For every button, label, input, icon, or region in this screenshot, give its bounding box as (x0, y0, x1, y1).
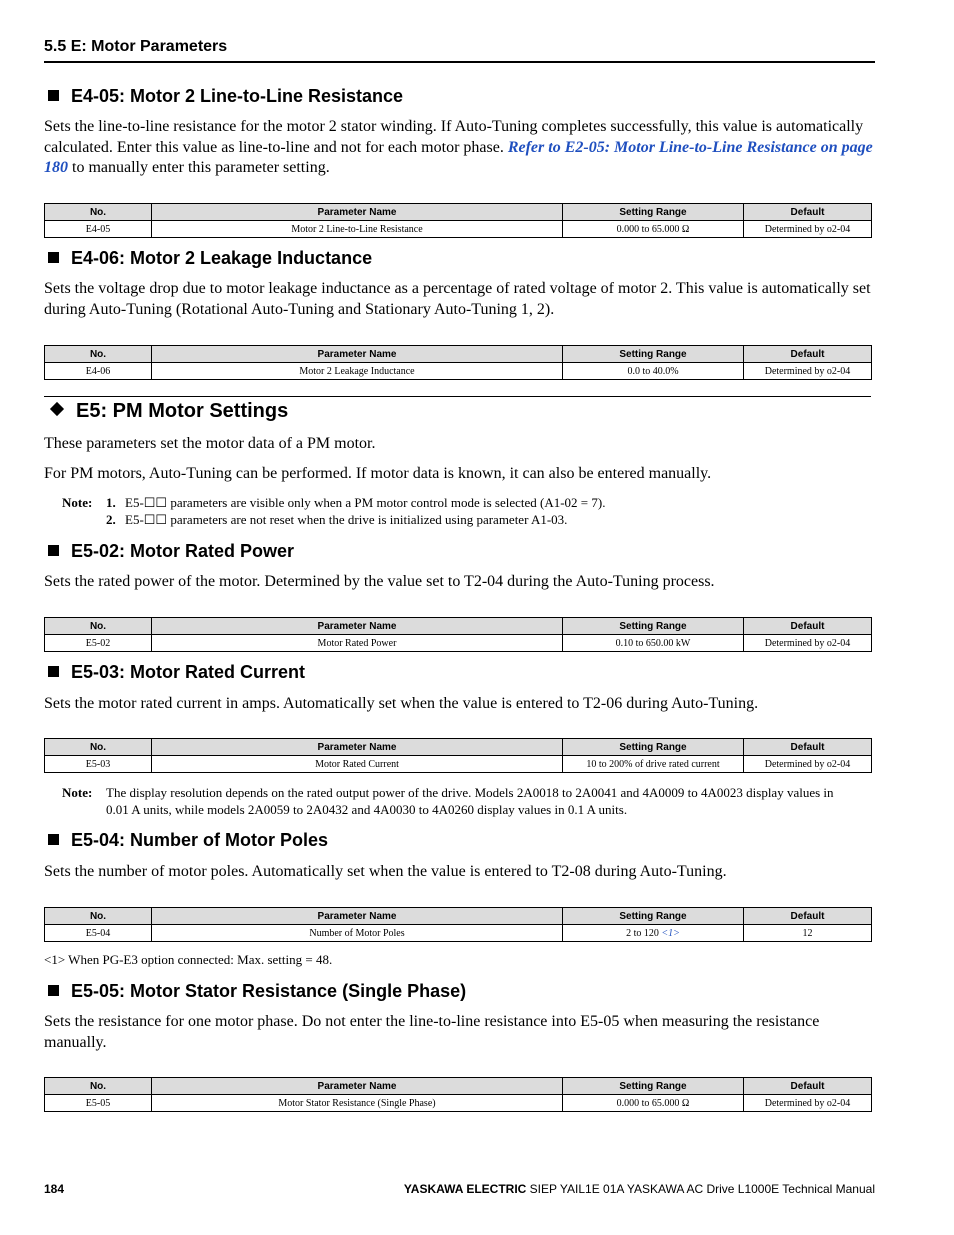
body-e5-05: Sets the resistance for one motor phase. Do not enter the line-to-line resistance into E5-05 when measuring the resistance manually. (44, 1013, 820, 1051)
footnote: <1> When PG-E3 option connected: Max. setting = 48. (44, 952, 333, 967)
param-table-e4-06: No. Parameter Name Setting Range Default E4-06 Motor 2 Leakage Inductance 0.0 to 40.0% Determined by o2-04 (44, 345, 872, 380)
square-bullet-icon (48, 545, 59, 556)
table-row: E5-03 Motor Rated Current 10 to 200% of drive rated current Determined by o2-04 (45, 756, 872, 773)
footer-manual: YASKAWA ELECTRIC SIEP YAIL1E 01A YASKAWA AC Drive L1000E Technical Manual (403, 1182, 875, 1196)
footnote-ref-link[interactable]: <1> (661, 927, 680, 939)
square-bullet-icon (48, 666, 59, 677)
cross-reference-link[interactable]: Refer to E2-05: Motor Line-to-Line Resistance on page 180 (44, 138, 873, 176)
page-header (44, 37, 875, 63)
heading-e5-02: E5-02: Motor Rated Power (44, 541, 875, 561)
table-row: E5-04 Number of Motor Poles 2 to 120 <1> 12 (45, 925, 872, 942)
e5-03-note: Note: The display resolution depends on the rated output power of the drive. Models 2A0018 to 2A0041 and 4A0009 to 4A0023 display values in 0.01 A units, while models 2A0059 to 2A0432 and 4A0030 to 4A0260 display values in 0.1 A units. (62, 785, 834, 817)
heading-e5-04: E5-04: Number of Motor Poles (44, 830, 875, 850)
diamond-bullet-icon (50, 402, 64, 416)
e5-note: Note: 1. E5-☐☐ parameters are visible only when a PM motor control mode is selected (A1-02 = 7). 2. E5-☐☐ parameters are not reset when the drive is initialized using parameter A1-03. (62, 495, 606, 527)
col-no: No. (45, 204, 152, 221)
heading-e5-03: E5-03: Motor Rated Current (44, 662, 875, 682)
table-row: E5-05 Motor Stator Resistance (Single Phase) 0.000 to 65.000 Ω Determined by o2-04 (45, 1095, 872, 1112)
square-bullet-icon (48, 252, 59, 263)
heading-e5: E5: PM Motor Settings (44, 399, 875, 423)
col-range: Setting Range (563, 204, 744, 221)
page-number: 184 (44, 1182, 65, 1196)
param-table-e5-02: No. Parameter Name Setting Range Default E5-02 Motor Rated Power 0.10 to 650.00 kW Determined by o2-04 (44, 617, 872, 652)
body-e5-02: Sets the rated power of the motor. Determined by the value set to T2-04 during the Auto-Tuning process. (44, 573, 715, 590)
square-bullet-icon (48, 985, 59, 996)
section-divider (44, 396, 871, 397)
table-row: E4-06 Motor 2 Leakage Inductance 0.0 to 40.0% Determined by o2-04 (45, 363, 872, 380)
section-title: 5.5 E: Motor Parameters (44, 38, 228, 55)
col-default: Default (744, 204, 872, 221)
square-bullet-icon (48, 834, 59, 845)
param-table-e4-05 (44, 203, 872, 238)
e5-intro-1: These parameters set the motor data of a PM motor. (44, 435, 376, 452)
heading-e4-05: E4-05: Motor 2 Line-to-Line Resistance (44, 86, 875, 106)
heading-e4-06: E4-06: Motor 2 Leakage Inductance (44, 248, 875, 268)
col-name: Parameter Name (152, 204, 563, 221)
body-e5-04: Sets the number of motor poles. Automatically set when the value is entered to T2-08 during Auto-Tuning. (44, 863, 727, 880)
body-e4-05: Sets the line-to-line resistance for the motor 2 stator winding. If Auto-Tuning completes successfully, this value is automatically calculated. Enter this value as line-to-line and not for each motor phase. Refer to E2-05: Motor Line-to-Line Resistance on page 180 to manually enter this parameter setting. (44, 118, 873, 176)
param-table-e5-05: No. Parameter Name Setting Range Default E5-05 Motor Stator Resistance (Single Phase) 0.000 to 65.000 Ω Determined by o2-04 (44, 1077, 872, 1112)
heading-e5-05: E5-05: Motor Stator Resistance (Single Phase) (44, 981, 875, 1001)
square-bullet-icon (48, 90, 59, 101)
table-row: E4-05 Motor 2 Line-to-Line Resistance 0.000 to 65.000 Ω Determined by o2-04 (45, 221, 872, 238)
e5-intro-2: For PM motors, Auto-Tuning can be performed. If motor data is known, it can also be entered manually. (44, 465, 712, 482)
param-table-e5-04: No. Parameter Name Setting Range Default E5-04 Number of Motor Poles 2 to 120 <1> 12 (44, 907, 872, 942)
param-table-e5-03: No. Parameter Name Setting Range Default E5-03 Motor Rated Current 10 to 200% of drive rated current Determined by o2-04 (44, 738, 872, 773)
table-row: E5-02 Motor Rated Power 0.10 to 650.00 kW Determined by o2-04 (45, 635, 872, 652)
body-e4-06: Sets the voltage drop due to motor leakage inductance as a percentage of rated voltage of motor 2. This value is automatically set during Auto-Tuning (Rotational Auto-Tuning and Stationary Auto-Tuning 1, 2). (44, 280, 871, 318)
body-e5-03: Sets the motor rated current in amps. Automatically set when the value is entered to T2-06 during Auto-Tuning. (44, 695, 759, 712)
